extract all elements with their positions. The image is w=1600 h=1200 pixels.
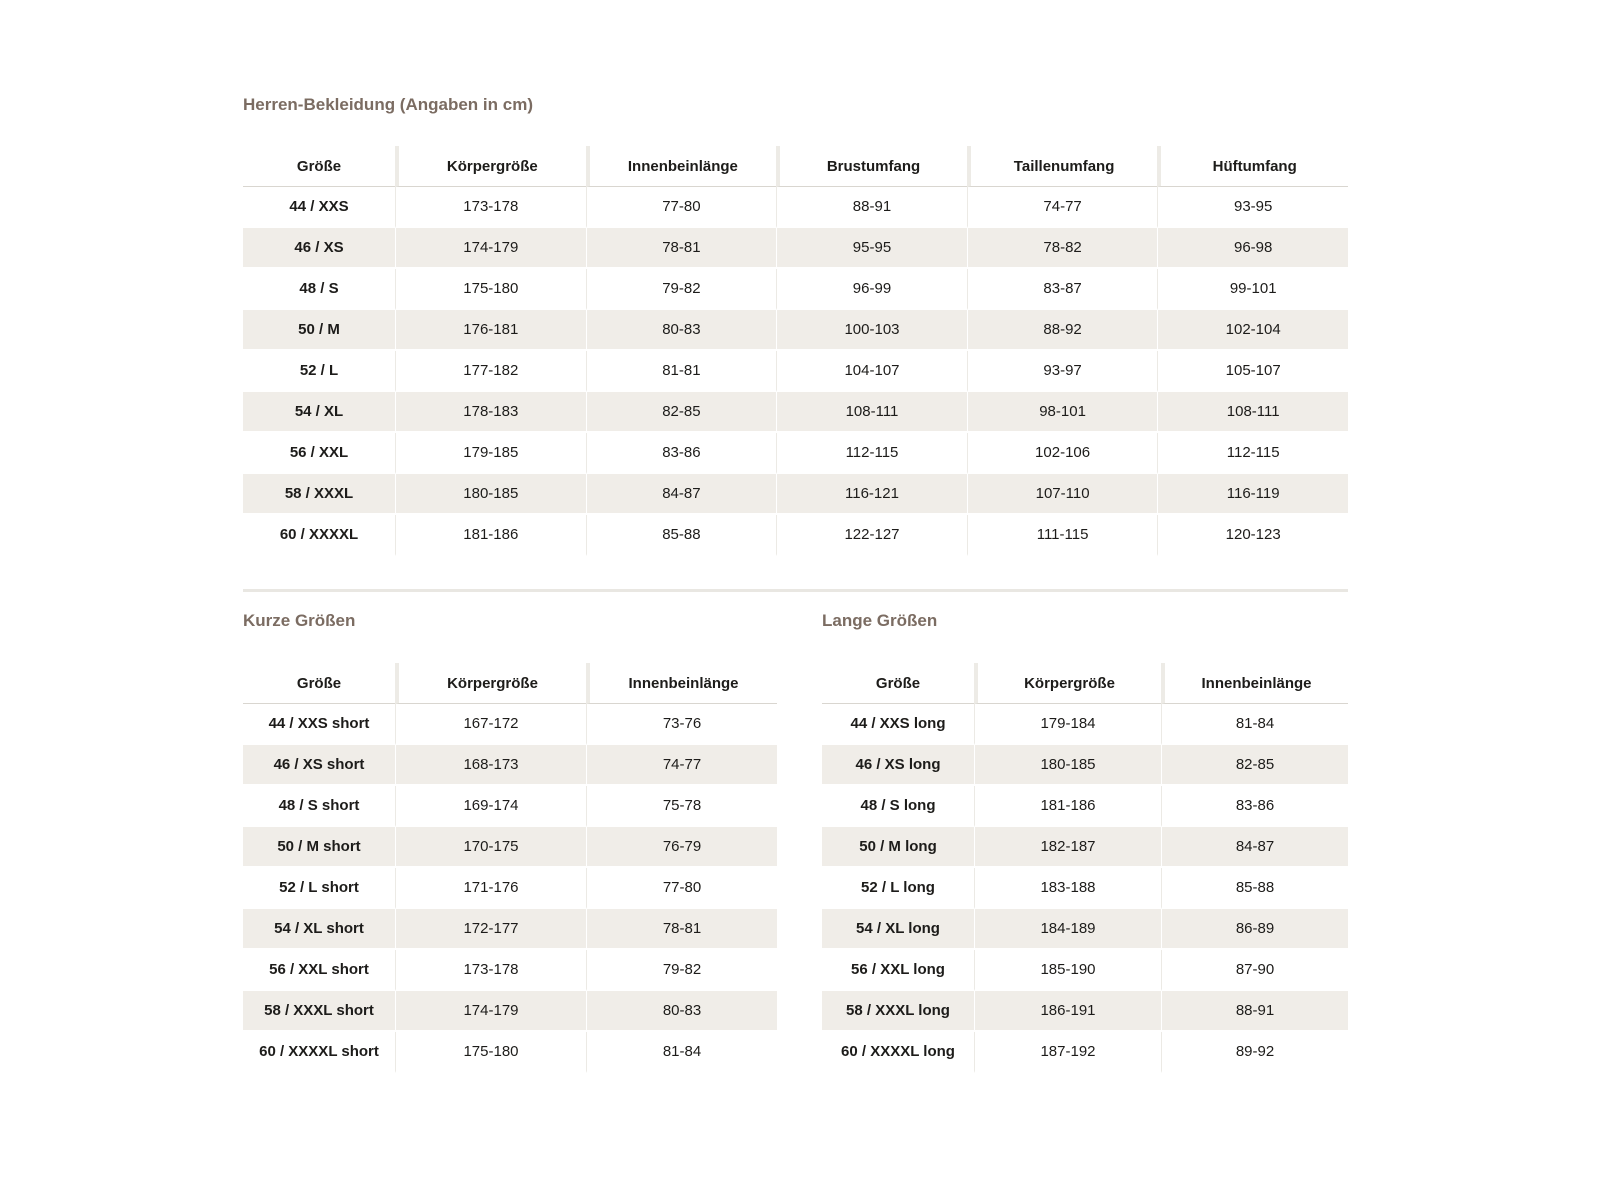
header-row: [243, 663, 777, 704]
value-cell: 85-88: [586, 515, 777, 556]
table-row: [822, 827, 1348, 868]
value-cell: 93-97: [967, 351, 1158, 392]
value-cell: 82-85: [586, 392, 777, 433]
value-cell: 171-176: [395, 868, 586, 909]
size-label-cell: 44 / XXS long: [822, 704, 974, 745]
header-row: [822, 663, 1348, 704]
value-cell: 186-191: [974, 991, 1161, 1032]
value-cell: 74-77: [586, 745, 777, 786]
value-cell: 88-91: [776, 187, 967, 228]
short-sizes-title: Kurze Größen: [243, 611, 356, 630]
size-label-cell: 52 / L short: [243, 868, 395, 909]
value-cell: 116-121: [776, 474, 967, 515]
column-header: Körpergröße: [395, 663, 586, 704]
column-header: Körpergröße: [395, 146, 586, 187]
value-cell: 84-87: [1161, 827, 1348, 868]
value-cell: 96-98: [1157, 228, 1348, 269]
value-cell: 102-106: [967, 433, 1158, 474]
value-cell: 184-189: [974, 909, 1161, 950]
table-row: [822, 909, 1348, 950]
table-row: [243, 1032, 777, 1073]
value-cell: 75-78: [586, 786, 777, 827]
size-label-cell: 56 / XXL long: [822, 950, 974, 991]
value-cell: 174-179: [395, 228, 586, 269]
value-cell: 100-103: [776, 310, 967, 351]
table-row: [822, 868, 1348, 909]
table-row: [822, 1032, 1348, 1073]
sub-tables-section: [243, 611, 1348, 1073]
table-row: [243, 310, 1348, 351]
header-row: [243, 146, 1348, 187]
column-header: Innenbeinlänge: [586, 663, 777, 704]
size-label-cell: 54 / XL long: [822, 909, 974, 950]
value-cell: 98-101: [967, 392, 1158, 433]
value-cell: 99-101: [1157, 269, 1348, 310]
size-label-cell: 44 / XXS short: [243, 704, 395, 745]
size-label-cell: 44 / XXS: [243, 187, 395, 228]
value-cell: 83-86: [1161, 786, 1348, 827]
column-header: Brustumfang: [776, 146, 967, 187]
value-cell: 78-81: [586, 909, 777, 950]
value-cell: 79-82: [586, 950, 777, 991]
size-chart-page: [243, 95, 1348, 1073]
value-cell: 174-179: [395, 991, 586, 1032]
value-cell: 77-80: [586, 868, 777, 909]
value-cell: 182-187: [974, 827, 1161, 868]
size-label-cell: 52 / L: [243, 351, 395, 392]
column-header: Körpergröße: [974, 663, 1161, 704]
value-cell: 107-110: [967, 474, 1158, 515]
value-cell: 76-79: [586, 827, 777, 868]
size-label-cell: 50 / M long: [822, 827, 974, 868]
long-sizes-title: Lange Größen: [822, 611, 938, 630]
size-label-cell: 46 / XS long: [822, 745, 974, 786]
column-header: Innenbeinlänge: [1161, 663, 1348, 704]
size-label-cell: 60 / XXXXL: [243, 515, 395, 556]
value-cell: 96-99: [776, 269, 967, 310]
table-row: [243, 909, 777, 950]
value-cell: 79-82: [586, 269, 777, 310]
value-cell: 175-180: [395, 269, 586, 310]
table-row: [243, 515, 1348, 556]
table-row: [243, 351, 1348, 392]
size-label-cell: 46 / XS: [243, 228, 395, 269]
table-row: [243, 950, 777, 991]
table-row: [243, 187, 1348, 228]
value-cell: 89-92: [1161, 1032, 1348, 1073]
long-sizes-table: [822, 663, 1348, 1073]
size-label-cell: 58 / XXXL long: [822, 991, 974, 1032]
column-header: Größe: [243, 146, 395, 187]
mens-clothing-size-table: [243, 146, 1348, 556]
table-row: [822, 950, 1348, 991]
value-cell: 178-183: [395, 392, 586, 433]
value-cell: 105-107: [1157, 351, 1348, 392]
table-row: [822, 704, 1348, 745]
section-divider: [243, 589, 1348, 592]
value-cell: 87-90: [1161, 950, 1348, 991]
table-row: [243, 827, 777, 868]
table-row: [822, 786, 1348, 827]
value-cell: 78-81: [586, 228, 777, 269]
table-row: [243, 228, 1348, 269]
value-cell: 169-174: [395, 786, 586, 827]
table-row: [243, 704, 777, 745]
value-cell: 116-119: [1157, 474, 1348, 515]
value-cell: 95-95: [776, 228, 967, 269]
table-row: [822, 745, 1348, 786]
value-cell: 181-186: [395, 515, 586, 556]
table-row: [243, 392, 1348, 433]
value-cell: 104-107: [776, 351, 967, 392]
value-cell: 108-111: [776, 392, 967, 433]
value-cell: 179-184: [974, 704, 1161, 745]
size-label-cell: 54 / XL: [243, 392, 395, 433]
size-label-cell: 50 / M short: [243, 827, 395, 868]
table-row: [243, 474, 1348, 515]
value-cell: 173-178: [395, 187, 586, 228]
table-row: [243, 745, 777, 786]
size-label-cell: 58 / XXXL short: [243, 991, 395, 1032]
value-cell: 122-127: [776, 515, 967, 556]
value-cell: 175-180: [395, 1032, 586, 1073]
value-cell: 167-172: [395, 704, 586, 745]
value-cell: 120-123: [1157, 515, 1348, 556]
size-label-cell: 56 / XXL: [243, 433, 395, 474]
value-cell: 81-81: [586, 351, 777, 392]
size-label-cell: 50 / M: [243, 310, 395, 351]
long-sizes-section: [822, 611, 1348, 1073]
value-cell: 82-85: [1161, 745, 1348, 786]
size-label-cell: 48 / S short: [243, 786, 395, 827]
value-cell: 85-88: [1161, 868, 1348, 909]
value-cell: 93-95: [1157, 187, 1348, 228]
value-cell: 111-115: [967, 515, 1158, 556]
size-label-cell: 58 / XXXL: [243, 474, 395, 515]
size-label-cell: 48 / S long: [822, 786, 974, 827]
value-cell: 108-111: [1157, 392, 1348, 433]
value-cell: 83-86: [586, 433, 777, 474]
value-cell: 77-80: [586, 187, 777, 228]
column-header: Hüftumfang: [1157, 146, 1348, 187]
value-cell: 180-185: [395, 474, 586, 515]
size-label-cell: 46 / XS short: [243, 745, 395, 786]
value-cell: 168-173: [395, 745, 586, 786]
value-cell: 177-182: [395, 351, 586, 392]
table-row: [243, 991, 777, 1032]
value-cell: 86-89: [1161, 909, 1348, 950]
value-cell: 170-175: [395, 827, 586, 868]
size-label-cell: 60 / XXXXL short: [243, 1032, 395, 1073]
value-cell: 180-185: [974, 745, 1161, 786]
column-header: Größe: [822, 663, 974, 704]
value-cell: 112-115: [1157, 433, 1348, 474]
table-row: [822, 991, 1348, 1032]
value-cell: 80-83: [586, 991, 777, 1032]
table-row: [243, 868, 777, 909]
value-cell: 187-192: [974, 1032, 1161, 1073]
value-cell: 73-76: [586, 704, 777, 745]
value-cell: 81-84: [586, 1032, 777, 1073]
value-cell: 176-181: [395, 310, 586, 351]
value-cell: 181-186: [974, 786, 1161, 827]
value-cell: 88-92: [967, 310, 1158, 351]
short-sizes-section: [243, 611, 777, 1073]
value-cell: 183-188: [974, 868, 1161, 909]
size-label-cell: 52 / L long: [822, 868, 974, 909]
table-row: [243, 269, 1348, 310]
value-cell: 81-84: [1161, 704, 1348, 745]
value-cell: 74-77: [967, 187, 1158, 228]
value-cell: 83-87: [967, 269, 1158, 310]
page-title: Herren-Bekleidung (Angaben in cm): [243, 95, 533, 114]
column-header: Taillenumfang: [967, 146, 1158, 187]
size-label-cell: 48 / S: [243, 269, 395, 310]
value-cell: 185-190: [974, 950, 1161, 991]
value-cell: 102-104: [1157, 310, 1348, 351]
table-row: [243, 786, 777, 827]
value-cell: 112-115: [776, 433, 967, 474]
size-label-cell: 54 / XL short: [243, 909, 395, 950]
column-header: Größe: [243, 663, 395, 704]
size-label-cell: 60 / XXXXL long: [822, 1032, 974, 1073]
value-cell: 78-82: [967, 228, 1158, 269]
column-header: Innenbeinlänge: [586, 146, 777, 187]
size-label-cell: 56 / XXL short: [243, 950, 395, 991]
value-cell: 84-87: [586, 474, 777, 515]
table-row: [243, 433, 1348, 474]
value-cell: 80-83: [586, 310, 777, 351]
value-cell: 172-177: [395, 909, 586, 950]
value-cell: 179-185: [395, 433, 586, 474]
value-cell: 173-178: [395, 950, 586, 991]
short-sizes-table: [243, 663, 777, 1073]
value-cell: 88-91: [1161, 991, 1348, 1032]
